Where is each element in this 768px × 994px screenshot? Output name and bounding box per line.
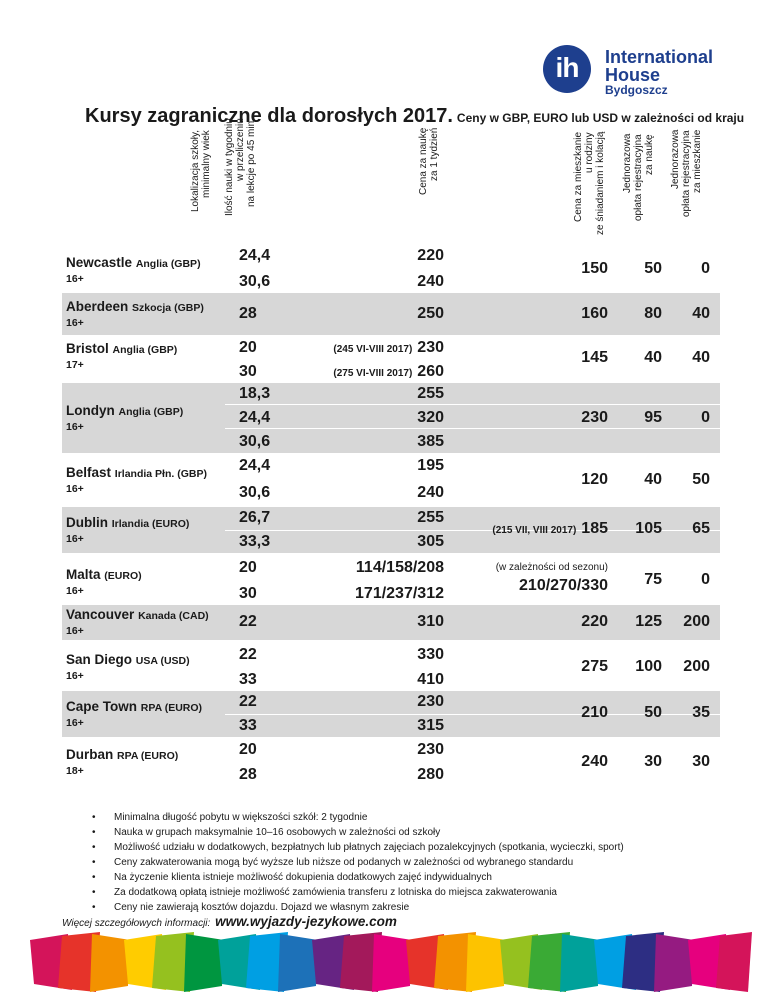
course-price: 240 xyxy=(417,484,444,501)
min-age: 18+ xyxy=(66,765,84,777)
min-age: 16+ xyxy=(66,625,84,637)
lodging-price: 230 xyxy=(581,409,608,426)
reg-lodging-fee: 40 xyxy=(692,305,710,322)
hours-value: 28 xyxy=(239,766,257,783)
reg-course-fee: 100 xyxy=(635,658,662,675)
list-item: • Możliwość udziału w dodatkowych, bezpłatnych lub płatnych zajęciach pozalekcyjnych (spotkania, wycieczki, sport) xyxy=(92,840,624,855)
table-row xyxy=(62,640,720,691)
hours-value: 24,4 xyxy=(239,247,271,264)
reg-lodging-fee: 35 xyxy=(692,704,710,721)
course-price: 255 xyxy=(417,385,444,402)
min-age: 16+ xyxy=(66,717,84,729)
hours-value: 33,3 xyxy=(239,533,271,550)
min-age: 16+ xyxy=(66,273,84,285)
list-item: • Na życzenie klienta istnieje możliwość dokupienia dodatkowych zajęć indywidualnych xyxy=(92,870,624,885)
course-price: 250 xyxy=(417,305,444,322)
reg-lodging-fee: 0 xyxy=(701,571,710,588)
reg-lodging-fee: 200 xyxy=(683,658,710,675)
hours-value: 33 xyxy=(239,717,257,734)
logo xyxy=(543,45,723,95)
course-price: 280 xyxy=(417,766,444,783)
reg-lodging-fee: 40 xyxy=(692,349,710,366)
table-row xyxy=(62,383,720,453)
city-name: Malta (EURO) xyxy=(66,567,142,582)
city-name: Vancouver Kanada (CAD) xyxy=(66,607,209,622)
table-row xyxy=(62,453,720,507)
hours-value: 24,4 xyxy=(239,409,271,426)
course-price: 310 xyxy=(417,613,444,630)
reg-course-fee: 40 xyxy=(644,349,662,366)
price-table xyxy=(62,243,720,789)
hours-value: 30,6 xyxy=(239,433,271,450)
logo-line3: Bydgoszcz xyxy=(605,83,668,97)
min-age: 16+ xyxy=(66,421,84,433)
city-name: Durban RPA (EURO) xyxy=(66,747,179,762)
city-name: Aberdeen Szkocja (GBP) xyxy=(66,299,204,314)
reg-course-fee: 75 xyxy=(644,571,662,588)
lodging-price: 275 xyxy=(581,658,608,675)
header-price: Cena za naukę za 1 tydzień xyxy=(418,128,440,196)
title-main: Kursy zagraniczne dla dorosłych 2017. xyxy=(85,105,453,127)
hours-value: 22 xyxy=(239,693,257,710)
lodging-price: 210/270/330 xyxy=(519,577,608,594)
course-price: 230 xyxy=(417,741,444,758)
min-age: 16+ xyxy=(66,317,84,329)
course-price: 385 xyxy=(417,433,444,450)
reg-lodging-fee: 30 xyxy=(692,753,710,770)
course-price: (275 VI-VIII 2017) 260 xyxy=(333,363,444,380)
lodging-price: 150 xyxy=(581,260,608,277)
course-price: 114/158/208 xyxy=(355,559,444,576)
city-name: Bristol Anglia (GBP) xyxy=(66,341,178,356)
row-divider xyxy=(225,428,720,429)
header-location: Lokalizacja szkoły, minimalny wiek xyxy=(190,130,212,213)
reg-lodging-fee: 0 xyxy=(701,260,710,277)
hours-value: 18,3 xyxy=(239,385,271,402)
logo-text xyxy=(605,48,713,97)
hours-value: 33 xyxy=(239,671,257,688)
lodging-price: (215 VII, VIII 2017) 185 xyxy=(492,520,608,537)
hours-value: 30,6 xyxy=(239,484,271,501)
city-name: Newcastle Anglia (GBP) xyxy=(66,255,201,270)
hours-value: 28 xyxy=(239,305,257,322)
city-name: San Diego USA (USD) xyxy=(66,652,190,667)
title-sub: Ceny w GBP, EURO lub USD w zależności od kraju xyxy=(456,111,745,125)
course-price: 230 xyxy=(417,693,444,710)
lodging-price: 240 xyxy=(581,753,608,770)
table-row xyxy=(62,293,720,335)
table-row xyxy=(62,737,720,789)
table-row xyxy=(62,243,720,293)
reg-course-fee: 80 xyxy=(644,305,662,322)
reg-lodging-fee: 65 xyxy=(692,520,710,537)
hours-value: 20 xyxy=(239,339,257,356)
hours-value: 24,4 xyxy=(239,457,271,474)
logo-mark: ih xyxy=(543,45,591,93)
course-price: 171/237/312 xyxy=(355,585,444,602)
list-item: • Minimalna długość pobytu w większości szkół: 2 tygodnie xyxy=(92,810,624,825)
city-name: Londyn Anglia (GBP) xyxy=(66,403,184,418)
reg-lodging-fee: 0 xyxy=(701,409,710,426)
course-price: 220 xyxy=(417,247,444,264)
course-price: 330 xyxy=(417,646,444,663)
reg-lodging-fee: 200 xyxy=(683,613,710,630)
list-item: • Nauka w grupach maksymalnie 10–16 osobowych w zależności od szkoły xyxy=(92,825,624,840)
min-age: 16+ xyxy=(66,533,84,545)
hours-value: 22 xyxy=(239,646,257,663)
list-item: • Za dodatkową opłatą istnieje możliwość zamówienia transferu z lotniska do miejsca zakwaterowania xyxy=(92,885,624,900)
hours-value: 30 xyxy=(239,585,257,602)
logo-line1: International xyxy=(605,47,714,67)
header-lodging: Cena za mieszkanie u rodziny ze śniadaniem i kolacją xyxy=(573,132,606,236)
min-age: 16+ xyxy=(66,670,84,682)
hours-value: 26,7 xyxy=(239,509,271,526)
lodging-price: 220 xyxy=(581,613,608,630)
reg-course-fee: 50 xyxy=(644,260,662,277)
notes-list xyxy=(92,810,624,915)
list-item: • Ceny zakwaterowania mogą być wyższe lub niższe od podanych w zależności od wybranego standardu xyxy=(92,855,624,870)
table-row xyxy=(62,605,720,640)
lodging-price: 120 xyxy=(581,471,608,488)
header-reg-course: Jednorazowa opłata rejestracyjna za naukę xyxy=(622,134,655,221)
lodging-price: 210 xyxy=(581,704,608,721)
row-divider xyxy=(225,404,720,405)
course-price: 315 xyxy=(417,717,444,734)
min-age: 16+ xyxy=(66,483,84,495)
min-age: 16+ xyxy=(66,585,84,597)
list-item: • Ceny nie zawierają kosztów dojazdu. Dojazd we własnym zakresie xyxy=(92,900,624,915)
min-age: 17+ xyxy=(66,359,84,371)
decorative-ribbon xyxy=(0,930,768,994)
city-name: Dublin Irlandia (EURO) xyxy=(66,515,190,530)
more-info-label: Więcej szczegółowych informacji: xyxy=(62,918,211,929)
reg-course-fee: 30 xyxy=(644,753,662,770)
website-link[interactable]: www.wyjazdy-jezykowe.com xyxy=(215,914,397,929)
lodging-price: 145 xyxy=(581,349,608,366)
logo-line2: House xyxy=(605,65,661,85)
lodging-price: 160 xyxy=(581,305,608,322)
more-info xyxy=(62,914,397,929)
hours-value: 20 xyxy=(239,741,257,758)
table-row xyxy=(62,507,720,553)
table-row xyxy=(62,553,720,605)
header-reg-lodging: Jednorazowa opłata rejestracyjna za mieszkanie xyxy=(670,130,703,217)
reg-course-fee: 105 xyxy=(635,520,662,537)
page-title xyxy=(85,105,744,128)
hours-value: 30 xyxy=(239,363,257,380)
hours-value: 30,6 xyxy=(239,273,271,290)
course-price: 240 xyxy=(417,273,444,290)
table-row xyxy=(62,691,720,737)
course-price: (245 VI-VIII 2017) 230 xyxy=(333,339,444,356)
header-hours: Ilość nauki w tygodniu w przeliczeniu na lekcje po 45 min. xyxy=(224,118,257,216)
reg-course-fee: 50 xyxy=(644,704,662,721)
reg-course-fee: 40 xyxy=(644,471,662,488)
course-price: 320 xyxy=(417,409,444,426)
hours-value: 22 xyxy=(239,613,257,630)
reg-lodging-fee: 50 xyxy=(692,471,710,488)
course-price: 195 xyxy=(417,457,444,474)
lodging-note: (w zależności od sezonu) xyxy=(495,562,608,573)
hours-value: 20 xyxy=(239,559,257,576)
course-price: 255 xyxy=(417,509,444,526)
course-price: 410 xyxy=(417,671,444,688)
city-name: Cape Town RPA (EURO) xyxy=(66,699,203,714)
city-name: Belfast Irlandia Płn. (GBP) xyxy=(66,465,207,480)
reg-course-fee: 125 xyxy=(635,613,662,630)
reg-course-fee: 95 xyxy=(644,409,662,426)
course-price: 305 xyxy=(417,533,444,550)
table-row xyxy=(62,335,720,383)
